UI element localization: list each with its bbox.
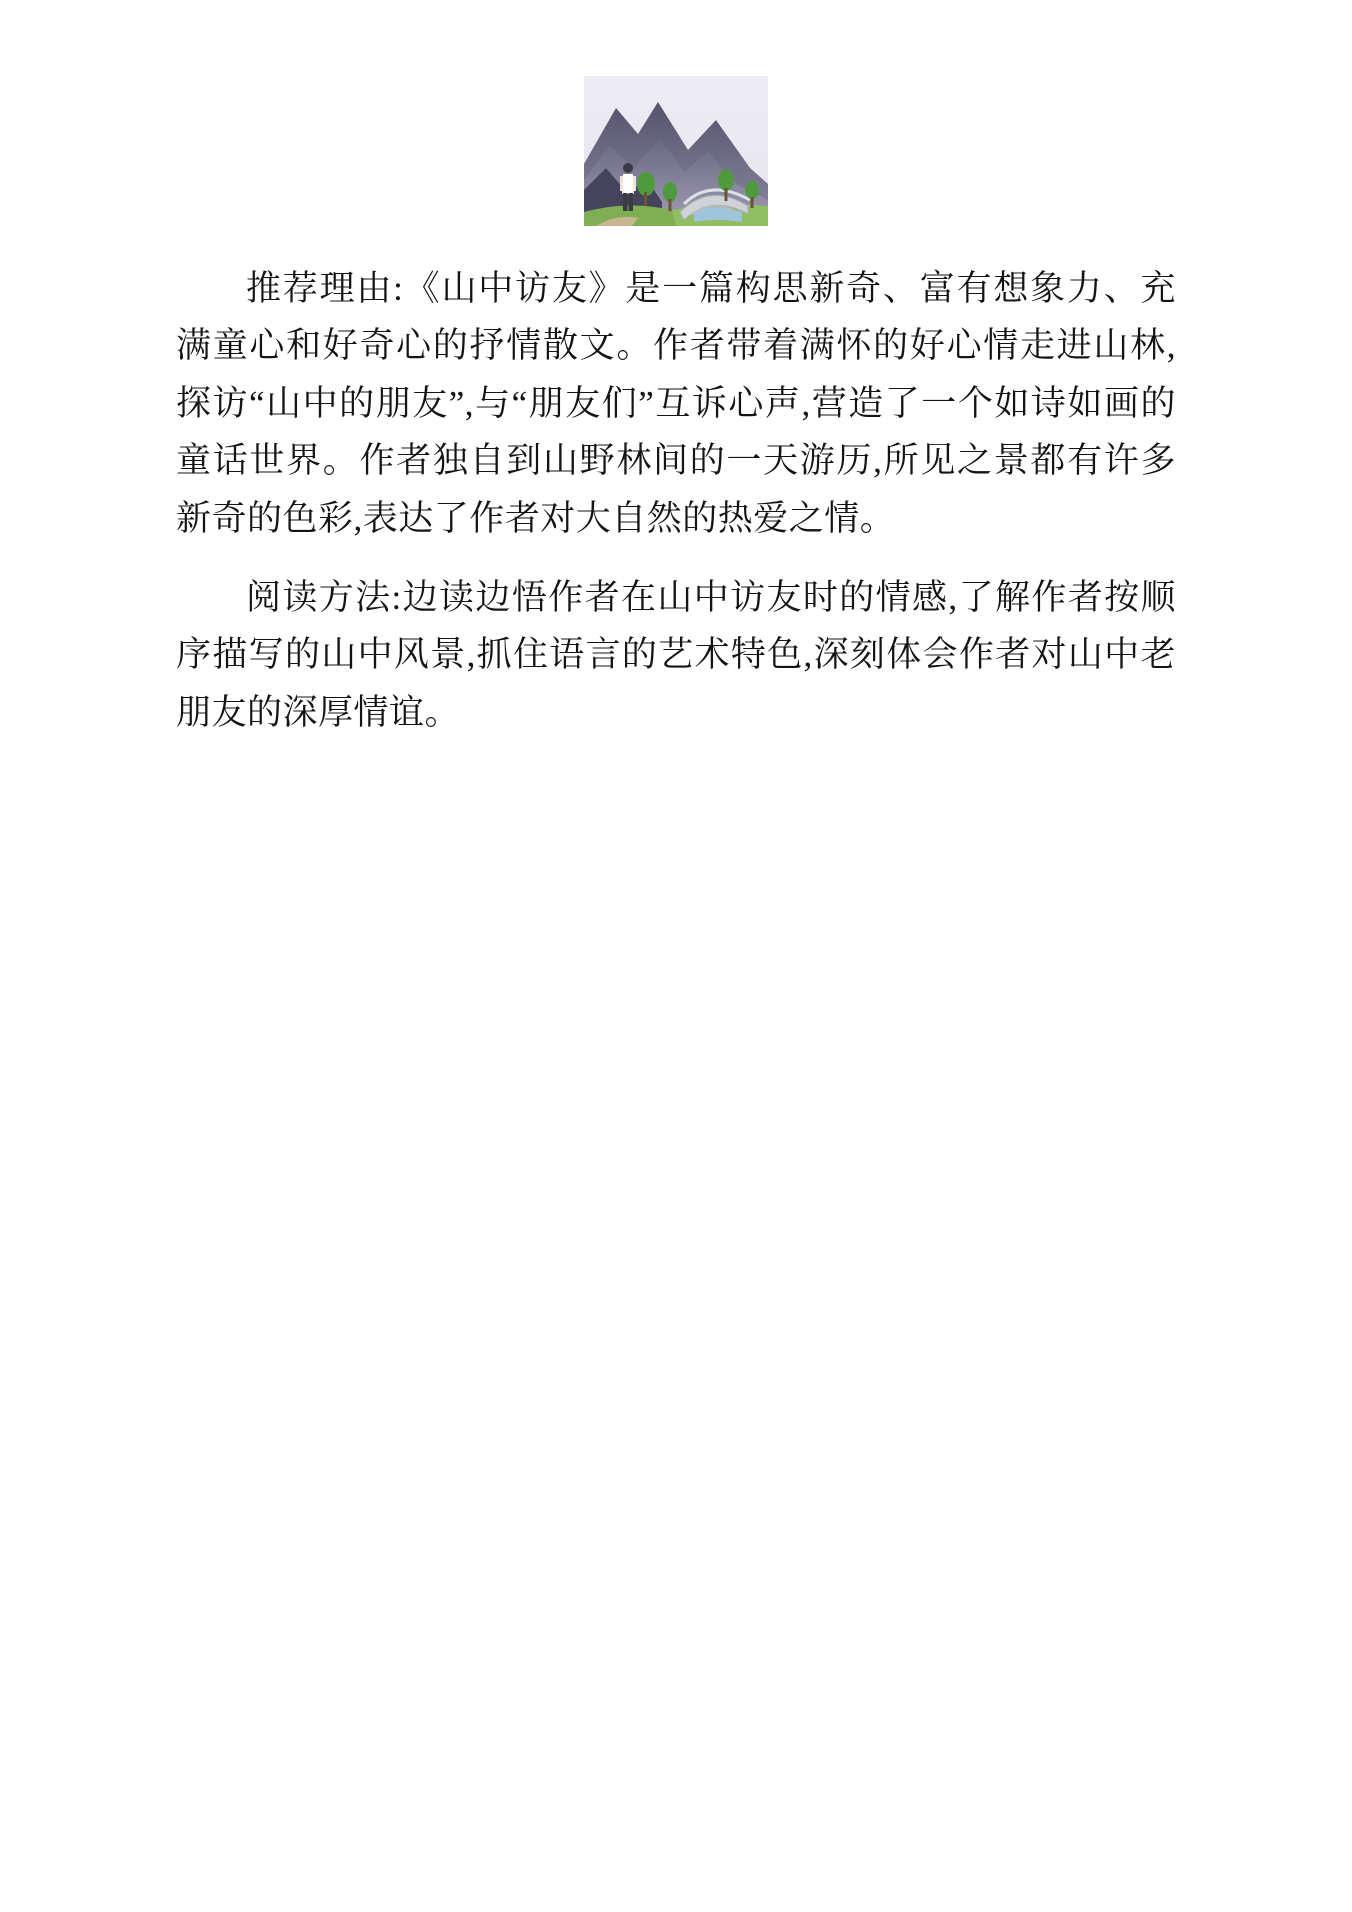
mountain-visit-friend-illustration bbox=[576, 72, 776, 232]
document-body bbox=[176, 232, 1176, 741]
paragraph-reading-method: 阅读方法:边读边悟作者在山中访友时的情感,了解作者按顺序描写的山中风景,抓住语言的艺术特色,深刻体会作者对山中老朋友的深厚情谊。 bbox=[176, 577, 1176, 732]
paragraph-recommendation-reason: 推荐理由:《山中访友》是一篇构思新奇、富有想象力、充满童心和好奇心的抒情散文。作者带着满怀的好心情走进山林,探访“山中的朋友”,与“朋友们”互诉心声,营造了一个如诗如画的童话世界。作者独自到山野林间的一天游历,所见之景都有许多新奇的色彩,表达了作者对大自然的热爱之情。 bbox=[176, 269, 1176, 538]
illustration-container bbox=[0, 0, 1352, 232]
